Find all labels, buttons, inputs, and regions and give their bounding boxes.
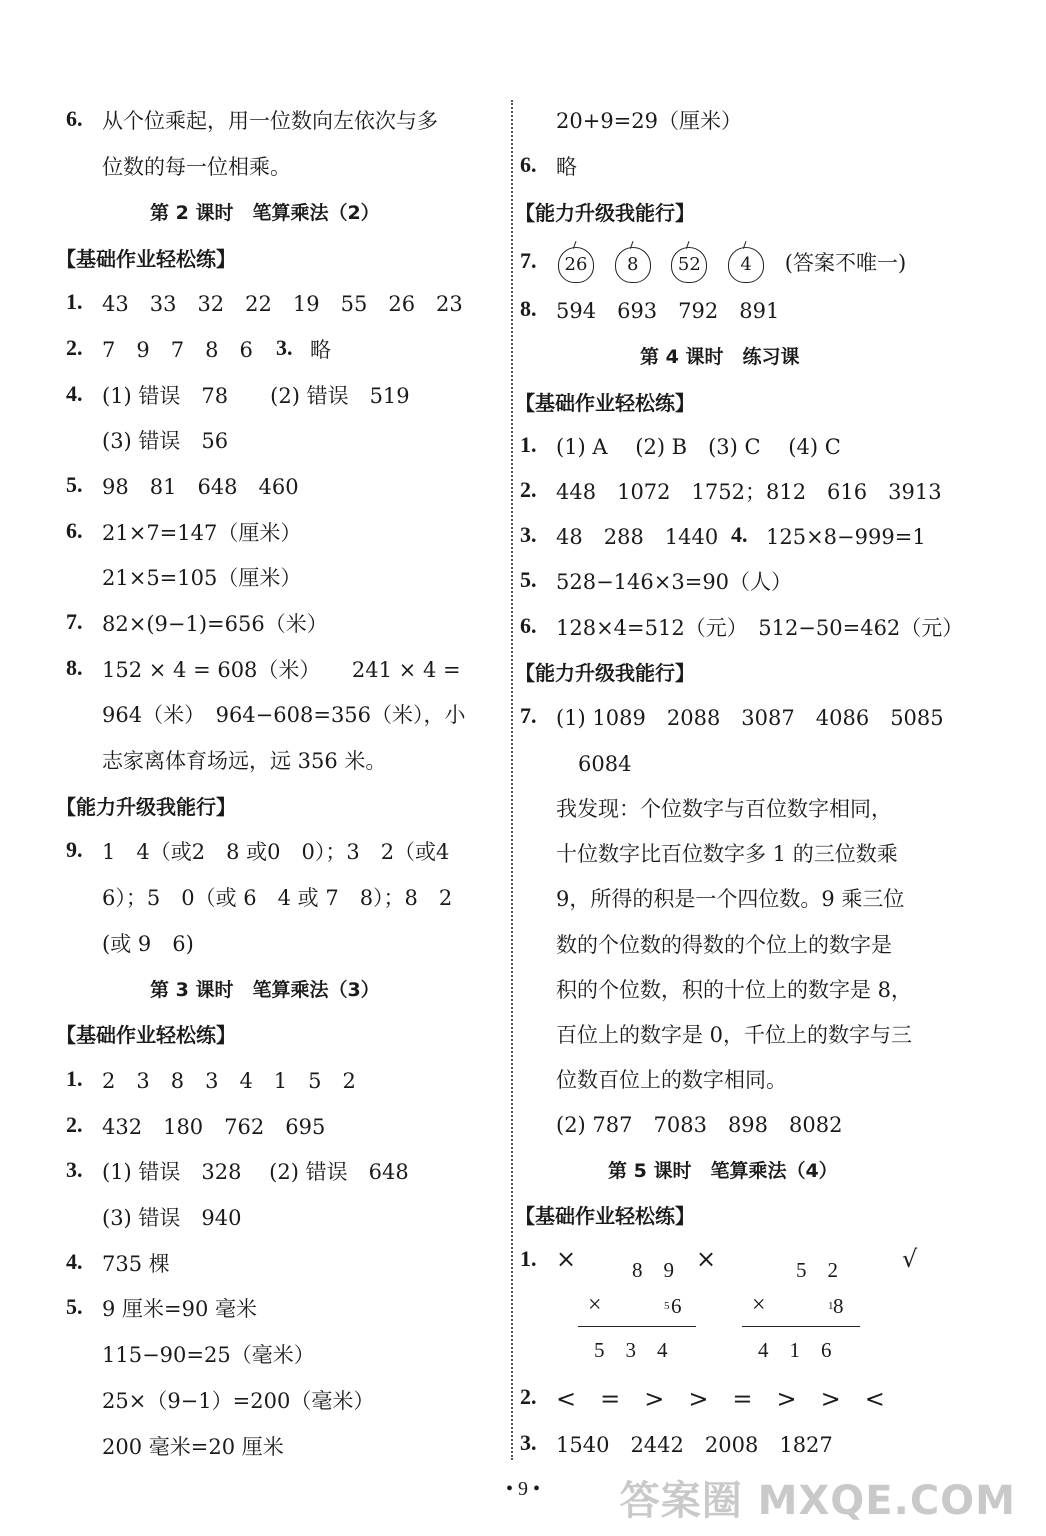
check-mark: √ bbox=[902, 1245, 918, 1273]
answer-line: 百位上的数字是 0，千位上的数字与三 bbox=[556, 1023, 913, 1047]
answer-line: 数的个位数的得数的个位上的数字是 bbox=[556, 933, 892, 957]
answer-line: 48 288 1440 bbox=[556, 525, 719, 549]
answer-line: (1) 错误 328 (2) 错误 648 bbox=[102, 1160, 409, 1184]
answer-note: (答案不唯一) bbox=[784, 251, 907, 275]
subsection-heading: 【能力升级我能行】 bbox=[515, 661, 695, 685]
calc-multiplicand: 5 2 bbox=[796, 1258, 838, 1282]
calc-rule bbox=[578, 1326, 696, 1327]
section-title: 第 3 课时 笔算乘法（3） bbox=[150, 979, 380, 1001]
answer-line: 432 180 762 695 bbox=[102, 1115, 326, 1139]
item-number: 1. bbox=[66, 289, 83, 314]
item-number: 1. bbox=[66, 1066, 83, 1091]
answer-line: < = > > = > > < bbox=[556, 1385, 885, 1413]
item-number: 6. bbox=[520, 613, 537, 638]
answer-line: 25×（9−1）=200（毫米） bbox=[102, 1389, 375, 1413]
answer-line: 9，所得的积是一个四位数。9 乘三位 bbox=[556, 887, 905, 911]
calc-multiplier: 8 bbox=[833, 1294, 844, 1318]
answer-line: 21×7=147（厘米） bbox=[102, 521, 302, 545]
section-title: 第 4 课时 练习课 bbox=[640, 346, 800, 368]
answer-line: 448 1072 1752；812 616 3913 bbox=[556, 480, 942, 504]
item-number: 6. bbox=[520, 152, 537, 177]
answer-line: (3) 错误 56 bbox=[102, 429, 229, 453]
answer-line: 125×8−999=1 bbox=[766, 525, 926, 549]
wrong-mark: × bbox=[556, 1245, 577, 1273]
answer-line: 115−90=25（毫米） bbox=[102, 1343, 315, 1367]
subsection-heading: 【基础作业轻松练】 bbox=[56, 247, 236, 271]
subsection-heading: 【基础作业轻松练】 bbox=[515, 1204, 695, 1228]
section-title: 第 2 课时 笔算乘法（2） bbox=[150, 202, 380, 224]
answer-line: 位数百位上的数字相同。 bbox=[556, 1068, 787, 1092]
subsection-heading: 【能力升级我能行】 bbox=[515, 201, 695, 225]
column-divider bbox=[511, 100, 513, 1460]
calc-carry: 5 bbox=[664, 1300, 670, 1312]
answer-line: 略 bbox=[556, 155, 577, 179]
apple-row bbox=[558, 244, 906, 283]
item-number: 7. bbox=[520, 248, 537, 273]
answer-line: 82×(9−1)=656（米） bbox=[102, 612, 328, 636]
answer-line: (2) 787 7083 898 8082 bbox=[556, 1113, 843, 1137]
calc-multiplicand: 8 9 bbox=[632, 1258, 674, 1282]
answer-line: 128×4=512（元） 512−50=462（元） bbox=[556, 616, 964, 640]
item-number: 9. bbox=[66, 837, 83, 862]
item-number: 7. bbox=[520, 703, 537, 728]
item-number: 5. bbox=[66, 472, 83, 497]
apple-icon: 26 bbox=[558, 247, 594, 283]
calc-rule bbox=[742, 1326, 860, 1327]
answer-line: 位数的每一位相乘。 bbox=[102, 155, 291, 179]
item-number: 1. bbox=[520, 432, 537, 457]
subsection-heading: 【能力升级我能行】 bbox=[56, 795, 236, 819]
calc-result: 4 1 6 bbox=[758, 1338, 832, 1362]
item-number: 2. bbox=[66, 335, 83, 360]
item-number: 8. bbox=[520, 296, 537, 321]
answer-line: 从个位乘起，用一位数向左依次与多 bbox=[102, 109, 438, 133]
item-number: 8. bbox=[66, 655, 83, 680]
answer-line: 6084 bbox=[578, 752, 632, 776]
item-number: 7. bbox=[66, 609, 83, 634]
answer-line: 200 毫米=20 厘米 bbox=[102, 1435, 284, 1459]
answer-line: 志家离体育场远，远 356 米。 bbox=[102, 749, 387, 773]
answer-line: 735 棵 bbox=[102, 1252, 170, 1276]
answer-line: 20+9=29（厘米） bbox=[556, 109, 742, 133]
answer-line: 我发现：个位数字与百位数字相同， bbox=[556, 797, 892, 821]
answer-line: (或 9 6) bbox=[102, 932, 194, 956]
calc-carry: 1 bbox=[828, 1300, 834, 1312]
item-number: 6. bbox=[66, 518, 83, 543]
wrong-mark: × bbox=[696, 1245, 717, 1273]
item-number: 5. bbox=[66, 1294, 83, 1319]
answer-line: 528−146×3=90（人） bbox=[556, 570, 793, 594]
watermark-logo: 答案圈 MXQE.COM bbox=[619, 1478, 1016, 1524]
item-number: 3. bbox=[66, 1157, 83, 1182]
answer-line: 7 9 7 8 6 bbox=[102, 338, 253, 362]
item-number: 2. bbox=[520, 1384, 537, 1409]
answer-line: 积的个位数，积的十位上的数字是 8， bbox=[556, 978, 913, 1002]
vertical-calculation bbox=[576, 1254, 698, 1364]
answer-line: 964（米） 964−608=356（米），小 bbox=[102, 703, 466, 727]
answer-line: 6）；5 0（或 6 4 或 7 8）；8 2 bbox=[102, 886, 453, 910]
answer-line: 1 4（或2 8 或0 0）；3 2（或4 bbox=[102, 840, 450, 864]
answer-line: 43 33 32 22 19 55 26 23 bbox=[102, 292, 463, 316]
vertical-calculation bbox=[740, 1254, 862, 1364]
apple-icon: 52 bbox=[671, 247, 707, 283]
item-number: 3. bbox=[520, 522, 537, 547]
calc-multiplier: 6 bbox=[671, 1294, 682, 1318]
answer-line: 略 bbox=[310, 338, 331, 362]
answer-line: (3) 错误 940 bbox=[102, 1206, 242, 1230]
answer-line: 152 × 4 = 608（米） 241 × 4 = bbox=[102, 658, 461, 682]
item-number: 4. bbox=[66, 1249, 83, 1274]
apple-icon: 8 bbox=[615, 247, 651, 283]
apple-icon: 4 bbox=[728, 247, 764, 283]
item-number: 3. bbox=[276, 335, 293, 360]
calc-operator: × bbox=[752, 1292, 766, 1318]
page-number: • 9 • bbox=[505, 1478, 540, 1500]
item-number: 4. bbox=[66, 381, 83, 406]
item-number: 6. bbox=[66, 106, 83, 131]
calc-result: 5 3 4 bbox=[594, 1338, 668, 1362]
item-number: 5. bbox=[520, 567, 537, 592]
calc-operator: × bbox=[588, 1292, 602, 1318]
item-number: 4. bbox=[731, 522, 748, 547]
section-title: 第 5 课时 笔算乘法（4） bbox=[608, 1160, 838, 1182]
subsection-heading: 【基础作业轻松练】 bbox=[515, 391, 695, 415]
answer-line: 9 厘米=90 毫米 bbox=[102, 1297, 258, 1321]
item-number: 3. bbox=[520, 1430, 537, 1455]
answer-line: 594 693 792 891 bbox=[556, 299, 780, 323]
answer-line: (1) A (2) B (3) C (4) C bbox=[556, 435, 841, 459]
answer-line: (1) 错误 78 (2) 错误 519 bbox=[102, 384, 410, 408]
answer-line: 98 81 648 460 bbox=[102, 475, 299, 499]
subsection-heading: 【基础作业轻松练】 bbox=[56, 1023, 236, 1047]
answer-line: 十位数字比百位数字多 1 的三位数乘 bbox=[556, 842, 898, 866]
answer-line: 1540 2442 2008 1827 bbox=[556, 1433, 833, 1457]
item-number: 2. bbox=[66, 1112, 83, 1137]
answer-line: 21×5=105（厘米） bbox=[102, 566, 302, 590]
item-number: 2. bbox=[520, 477, 537, 502]
answer-line: 2 3 8 3 4 1 5 2 bbox=[102, 1069, 356, 1093]
answer-line: (1) 1089 2088 3087 4086 5085 bbox=[556, 706, 944, 730]
item-number: 1. bbox=[520, 1246, 537, 1271]
